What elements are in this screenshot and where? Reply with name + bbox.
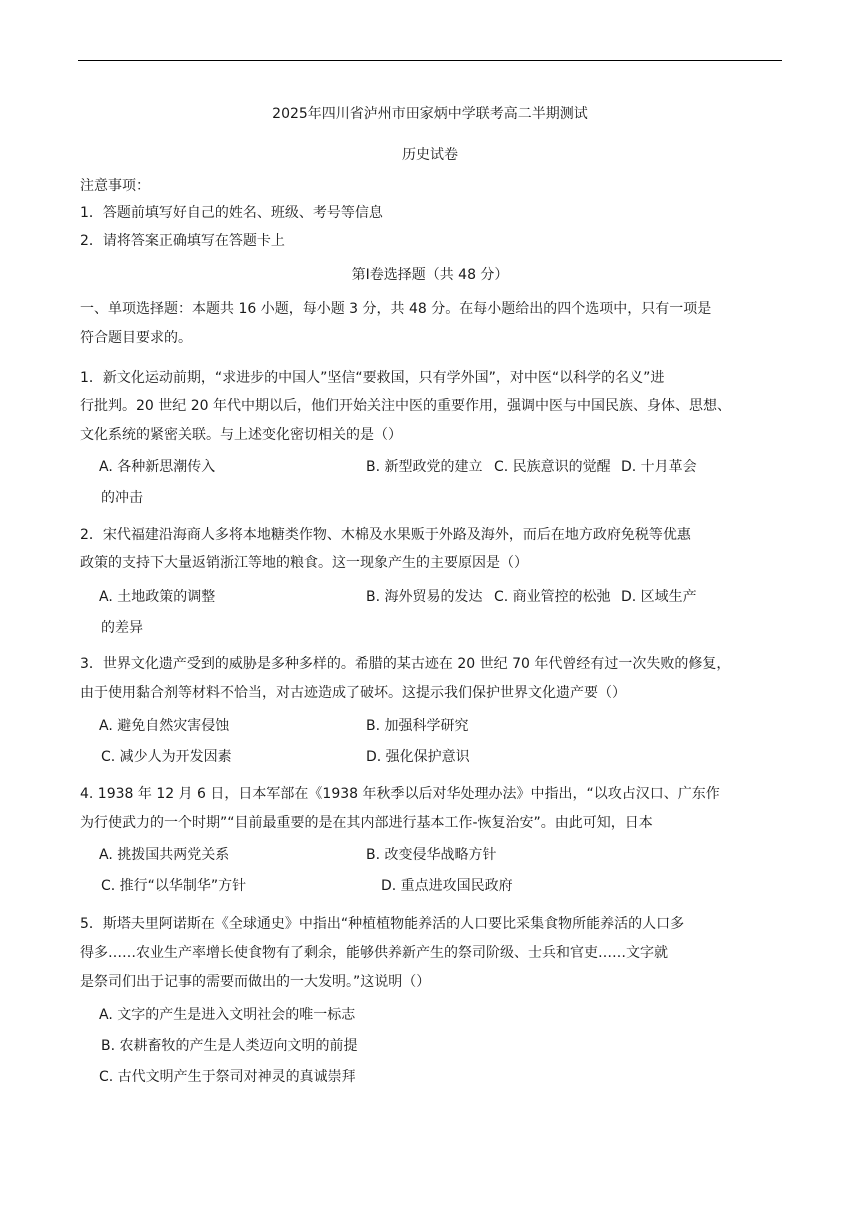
question-1-option-b: B. 新型政党的建立 [366,459,483,475]
question-2-option-d: D. 区域生产 [621,589,697,605]
question-5-option-c: C. 古代文明产生于祭司对神灵的真诚崇拜 [99,1069,356,1085]
section-instructions-2: 符合题目要求的。 [80,330,192,346]
question-5-option-a: A. 文字的产生是进入文明社会的唯一标志 [99,1007,356,1023]
question-5-stem-1: 5．斯塔夫里阿诺斯在《全球通史》中指出“种植植物能养活的人口要比采集食物所能养活的人口多 [80,916,685,932]
question-3-option-b: B. 加强科学研究 [366,718,469,734]
question-5-stem-3: 是祭司们出于记事的需要而做出的一大发明。”这说明（） [80,974,431,990]
question-1-stem-1: 1．新文化运动前期，“求进步的中国人”坚信“要救国，只有学外国”，对中医“以科学的名义”进 [80,370,665,386]
question-2-option-a: A. 土地政策的调整 [99,589,216,605]
question-3-option-d: D. 强化保护意识 [366,749,470,765]
question-4-option-b: B. 改变侵华战略方针 [366,847,497,863]
question-4-stem-1: 4. 1938 年 12 月 6 日，日本军部在《1938 年秋季以后对华处理办法》中指出，“以攻占汉口、广东作 [80,786,720,802]
section-instructions-1: 一、单项选择题：本题共 16 小题，每小题 3 分，共 48 分。在每小题给出的四个选项中，只有一项是 [80,301,712,317]
question-4-stem-2: 为行使武力的一个时期”“目前最重要的是在其内部进行基本工作-恢复治安”。由此可知，日本 [80,815,653,831]
question-1-stem-2: 行批判。20 世纪 20 年代中期以后，他们开始关注中医的重要作用，强调中医与中国民族、身体、思想、 [80,398,731,414]
question-2-option-d-cont: 的差异 [101,620,143,636]
notice-item-2: 2．请将答案正确填写在答题卡上 [80,233,285,249]
question-3-option-a: A. 避免自然灾害侵蚀 [99,718,230,734]
question-1-stem-3: 文化系统的紧密关联。与上述变化密切相关的是（） [80,427,402,443]
question-2-option-b: B. 海外贸易的发达 [366,589,483,605]
question-3-stem-2: 由于使用黏合剂等材料不恰当，对古迹造成了破坏。这提示我们保护世界文化遗产要（） [80,685,626,701]
header-rule [78,60,782,61]
question-1-option-d: D. 十月革会 [621,459,697,475]
question-3-option-c: C. 减少人为开发因素 [101,749,232,765]
notice-item-1: 1．答题前填写好自己的姓名、班级、考号等信息 [80,205,383,221]
question-1-option-a-cont: 的冲击 [101,490,143,506]
question-4-option-a: A. 挑拨国共两党关系 [99,847,230,863]
question-2-option-c: C. 商业管控的松弛 [494,589,611,605]
question-4-option-d: D. 重点进攻国民政府 [381,878,513,894]
question-1-option-c: C. 民族意识的觉醒 [494,459,611,475]
question-5-option-b: B. 农耕畜牧的产生是人类迈向文明的前提 [101,1038,358,1054]
notice-label: 注意事项： [80,178,150,194]
exam-title: 2025年四川省泸州市田家炳中学联考高二半期测试 [272,106,588,122]
question-1-option-a: A. 各种新思潮传入 [99,459,216,475]
section-title: 第Ⅰ卷选择题（共 48 分） [351,267,509,283]
subject-title: 历史试卷 [402,147,458,163]
question-2-stem-2: 政策的支持下大量返销浙江等地的粮食。这一现象产生的主要原因是（） [80,555,528,571]
question-5-stem-2: 得多……农业生产率增长使食物有了剩余，能够供养新产生的祭司阶级、士兵和官吏……文字就 [80,945,668,961]
question-2-stem-1: 2．宋代福建沿海商人多将本地糖类作物、木棉及水果贩于外路及海外，而后在地方政府免税等优惠 [80,527,691,543]
question-4-option-c: C. 推行“以华制华”方针 [101,878,247,894]
question-3-stem-1: 3．世界文化遗产受到的威胁是多种多样的。希腊的某古迹在 20 世纪 70 年代曾经有过一次失败的修复， [80,656,731,672]
